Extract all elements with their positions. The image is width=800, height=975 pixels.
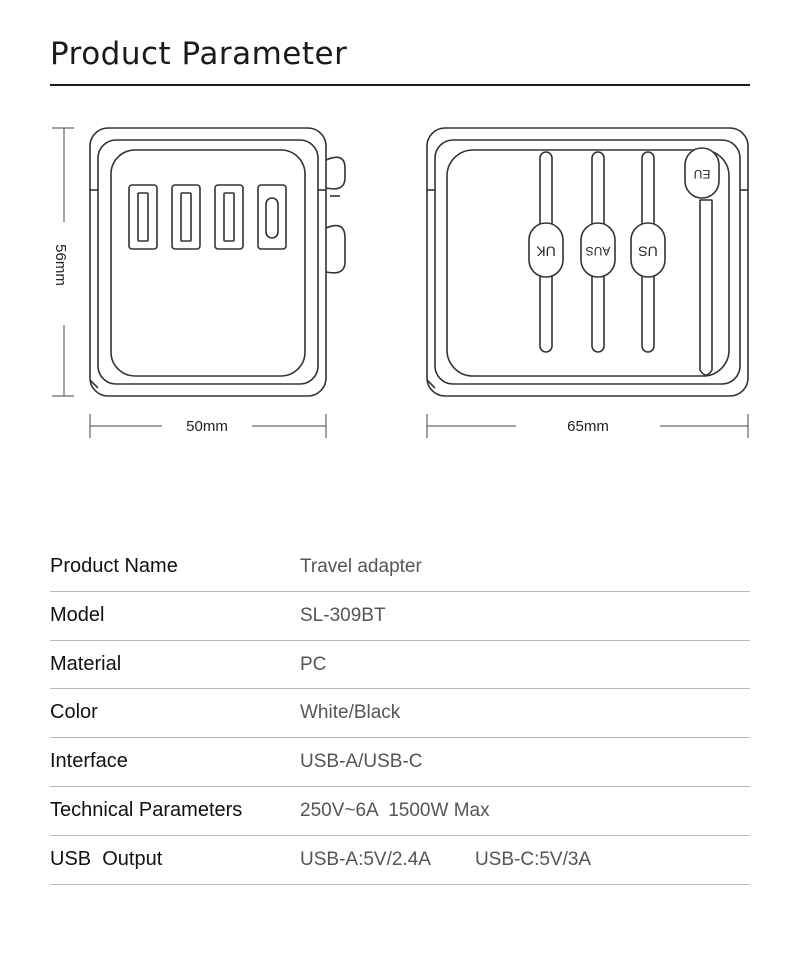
spec-row-usb-output [50,836,750,885]
side-slider-knob-lower [326,226,345,273]
spec-value: PC [300,653,327,675]
spec-row-interface [50,738,750,787]
adapter-front-view [90,128,345,396]
product-specs-table [50,543,750,885]
spec-value-usb-output [300,849,591,871]
usb-a-output-value: USB-A:5V/2.4A [300,848,431,870]
spec-label: Technical Parameters [50,798,243,821]
spec-label: Product Name [50,555,178,577]
spec-value: USB-A/USB-C [300,751,423,773]
product-dimension-drawing [0,110,800,450]
side-slider-knob-upper [326,157,345,189]
plug-label-us: US [638,243,658,260]
front-width-label: 50mm [186,418,228,435]
spec-label: Model [50,603,105,626]
title-divider [50,84,750,86]
plug-label-aus: AUS [585,243,611,258]
spec-label: Material [50,652,122,675]
front-face-panel [111,150,305,376]
usb-a-port-icon [215,185,243,249]
spec-row-material [50,641,750,690]
spec-row-technical-parameters [50,787,750,836]
page-title: Product Parameter [50,36,348,72]
spec-value: White/Black [300,702,401,724]
spec-label: Interface [50,750,128,773]
plug-label-uk: UK [536,243,556,260]
spec-value: Travel adapter [300,556,422,577]
spec-label: Color [50,701,98,724]
usb-a-port-icon [129,185,157,249]
usb-c-output-value: USB-C:5V/3A [474,848,592,870]
front-inner-frame [98,140,318,384]
front-body-outline [90,128,326,396]
usb-c-port-icon [258,185,286,249]
spec-value: SL-309BT [300,604,386,626]
spec-row-product-name [50,543,750,592]
eu-plug-slider [685,148,719,375]
usb-a-port-icon [172,185,200,249]
spec-label: USB Output [50,847,163,870]
spec-value: 250V~6A 1500W Max [300,799,490,821]
spec-row-model [50,592,750,641]
spec-row-color [50,689,750,738]
plug-label-eu: EU [693,166,711,181]
height-dimension-label: 56mm [52,244,70,286]
back-width-label: 65mm [567,418,609,435]
